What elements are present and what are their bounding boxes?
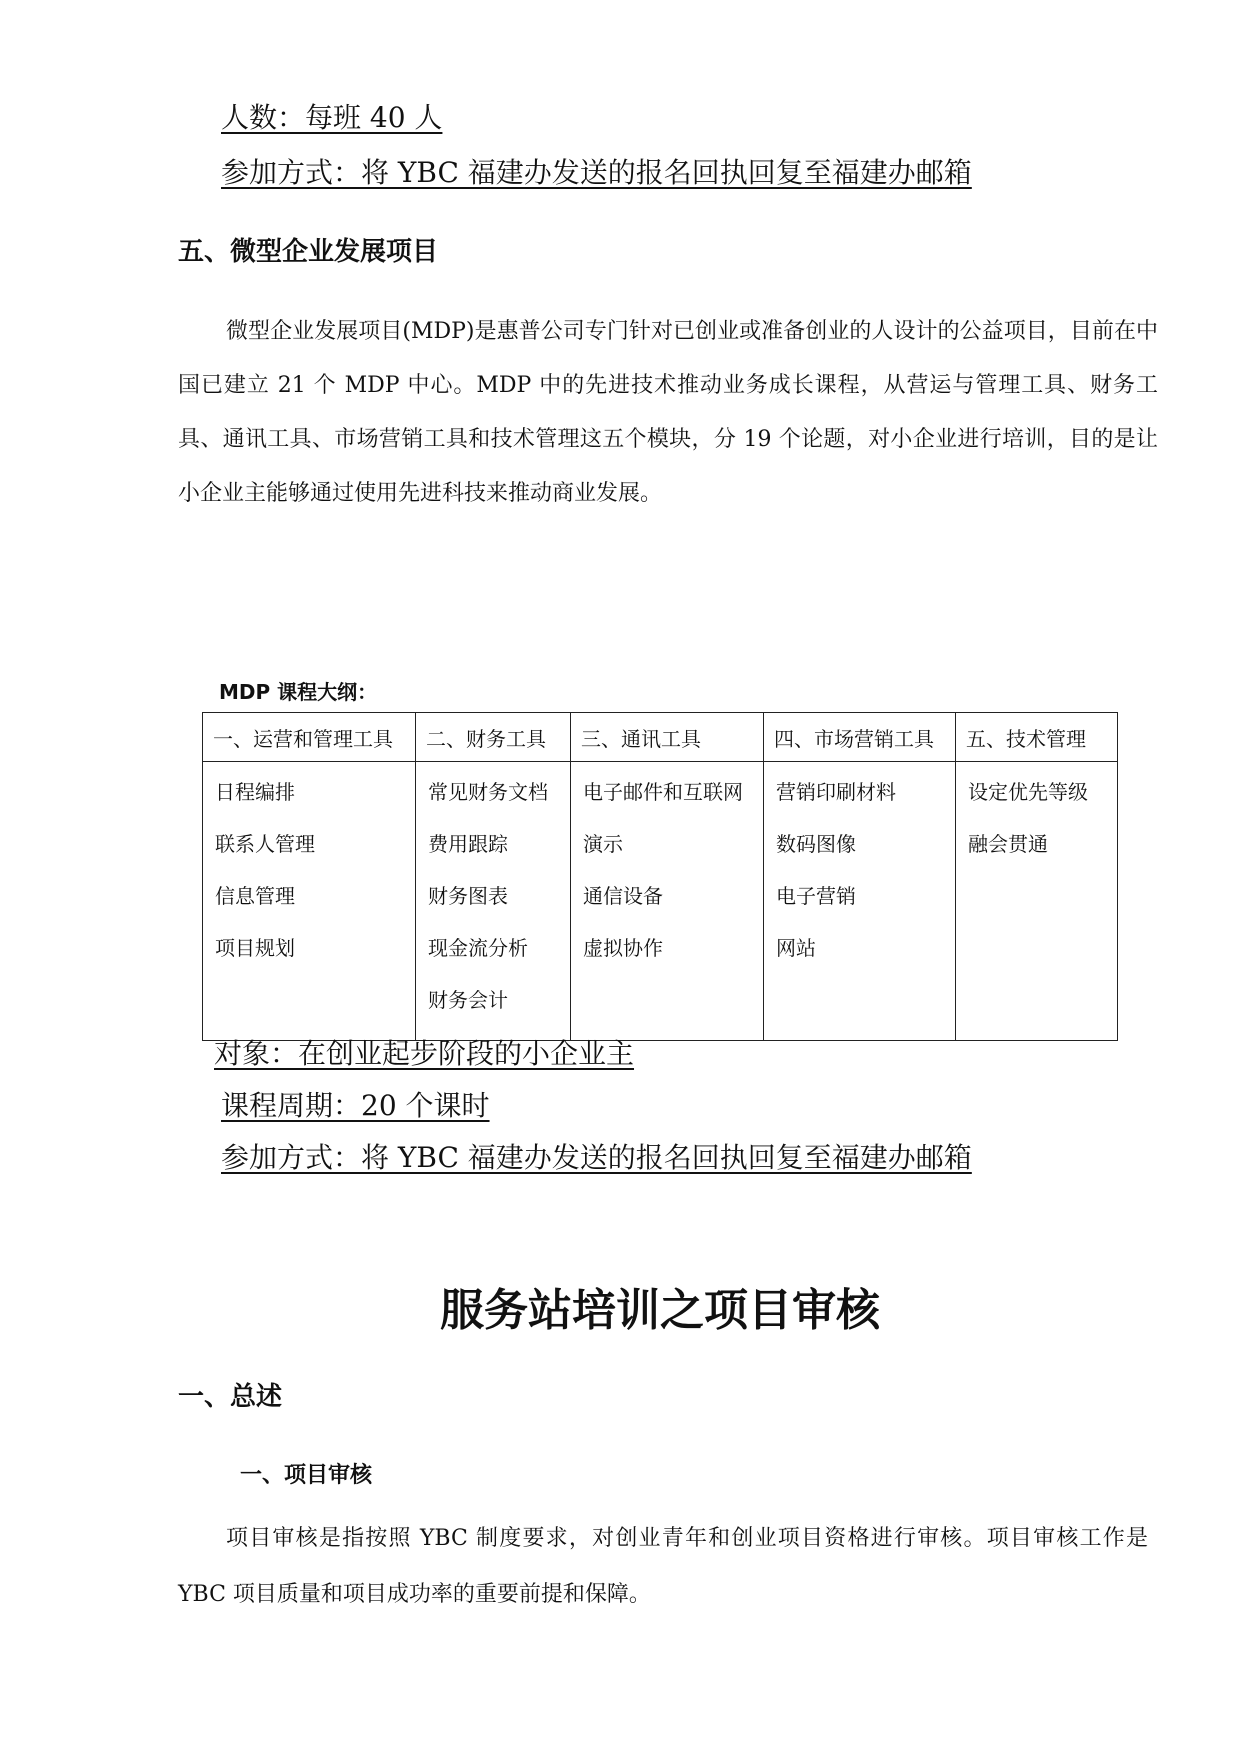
document-title: 服务站培训之项目审核 xyxy=(440,1285,880,1336)
course-topic: 虚拟协作 xyxy=(583,936,663,960)
target-audience-line: 对象：在创业起步阶段的小企业主 xyxy=(214,1037,635,1070)
registration-method-line: 参加方式：将 YBC 福建办发送的报名回执回复至福建办邮箱 xyxy=(221,156,972,189)
course-topic: 营销印刷材料 xyxy=(776,780,896,804)
course-topic: 设定优先等级 xyxy=(968,780,1088,804)
mdp-outline-table xyxy=(202,712,1118,1041)
column-header: 一、运营和管理工具 xyxy=(203,713,416,762)
course-topic: 常见财务文档 xyxy=(428,780,548,804)
course-topic: 电子邮件和互联网 xyxy=(583,780,743,804)
class-size-line: 人数：每班 40 人 xyxy=(221,101,443,134)
course-topic: 数码图像 xyxy=(776,832,856,856)
course-duration-line: 课程周期：20 个课时 xyxy=(221,1089,490,1122)
course-topic: 费用跟踪 xyxy=(428,832,508,856)
project-review-subheading: 一、项目审核 xyxy=(240,1463,373,1488)
course-topic: 财务会计 xyxy=(428,988,508,1012)
registration-method-line-2: 参加方式：将 YBC 福建办发送的报名回执回复至福建办邮箱 xyxy=(221,1141,972,1174)
table-header-row xyxy=(203,713,1118,762)
course-topic: 电子营销 xyxy=(776,884,856,908)
column-header: 五、技术管理 xyxy=(956,713,1118,762)
mdp-outline-caption: MDP 课程大纲： xyxy=(219,680,378,704)
course-topic: 融会贯通 xyxy=(968,832,1048,856)
table-cell xyxy=(571,762,764,1041)
course-topic: 信息管理 xyxy=(215,884,295,908)
course-topic: 日程编排 xyxy=(215,780,295,804)
table-cell xyxy=(956,762,1118,1041)
course-topic: 财务图表 xyxy=(428,884,508,908)
column-header: 四、市场营销工具 xyxy=(764,713,956,762)
course-topic: 通信设备 xyxy=(583,884,663,908)
project-review-paragraph: 项目审核是指按照 YBC 制度要求，对创业青年和创业项目资格进行审核。项目审核工作是 YBC 项目质量和项目成功率的重要前提和保障。 xyxy=(178,1526,1148,1607)
course-topic: 现金流分析 xyxy=(428,936,528,960)
course-topic: 演示 xyxy=(583,832,623,856)
column-header: 二、财务工具 xyxy=(416,713,571,762)
course-topic: 网站 xyxy=(776,936,816,960)
course-topic: 项目规划 xyxy=(215,936,295,960)
table-cell xyxy=(203,762,416,1041)
table-cell xyxy=(416,762,571,1041)
section-1-heading: 一、总述 xyxy=(178,1382,283,1412)
table-row xyxy=(203,762,1118,1041)
table-cell xyxy=(764,762,956,1041)
mdp-intro-paragraph: 微型企业发展项目(MDP)是惠普公司专门针对已创业或准备创业的人设计的公益项目，目前在中国已建立 21 个 MDP 中心。MDP 中的先进技术推动业务成长课程，从营运与管理工具、财务工具、通讯工具、市场营销工具和技术管理这五个模块，分 19 个论题，对小企业进行培训，目的是让小企业主能够通过使用先进科技来推动商业发展。 xyxy=(178,319,1158,506)
course-topic: 联系人管理 xyxy=(215,832,315,856)
column-header: 三、通讯工具 xyxy=(571,713,764,762)
section-5-heading: 五、微型企业发展项目 xyxy=(178,237,439,267)
